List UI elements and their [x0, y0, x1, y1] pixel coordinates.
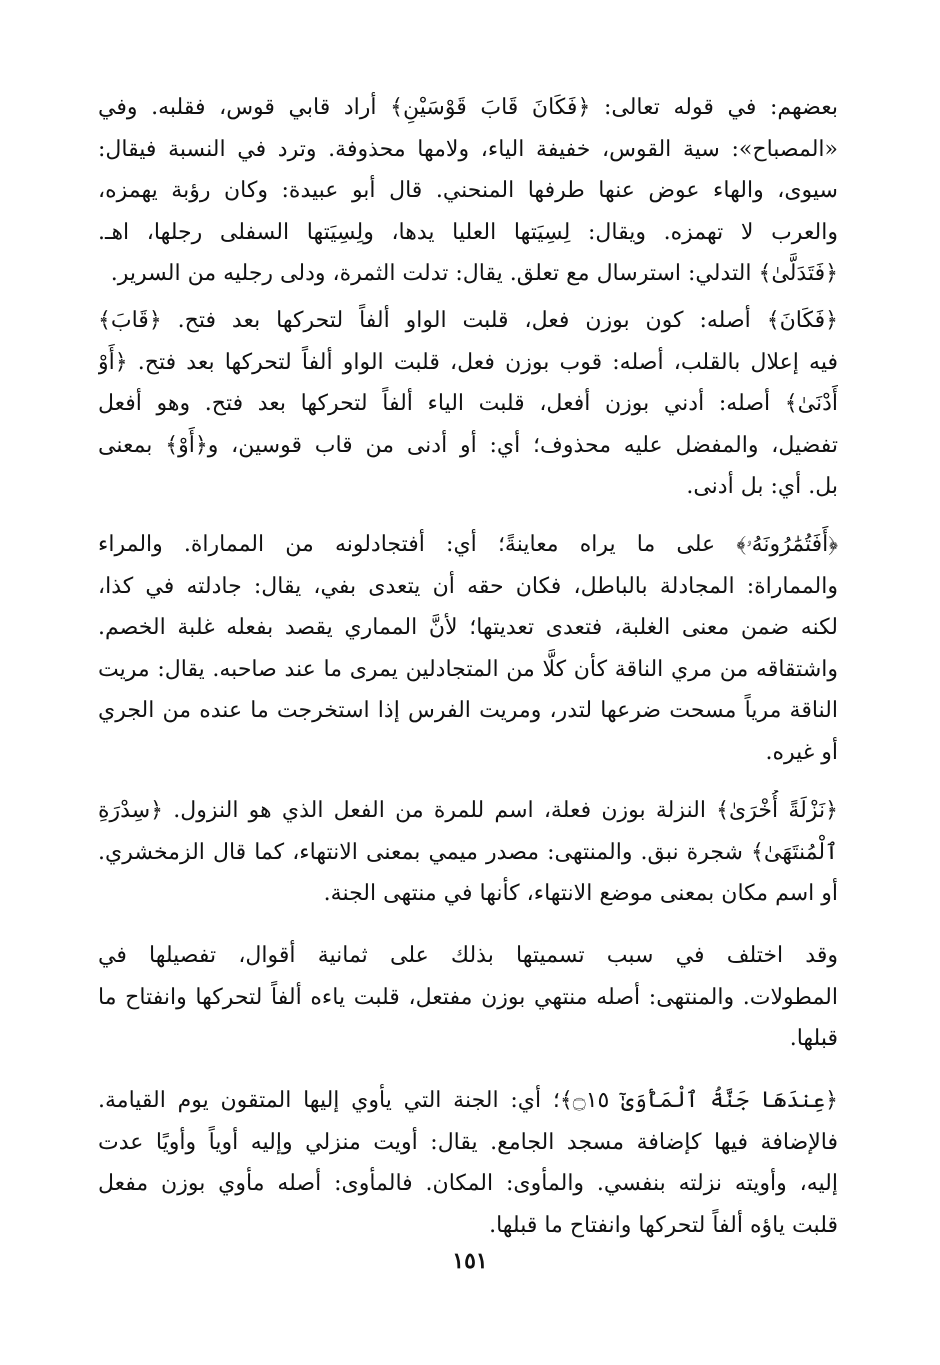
text-line: الناقة مرياً مسحت ضرعها لتدر، ومريت الفرس إذا استخرجت ما عنده من الجري	[98, 698, 838, 723]
text-line: قبلها.	[789, 1026, 838, 1051]
text-line: والعرب لا تهمزه. ويقال: لِسِيَتها العليا يدها، ولِسِيَتها السفلى رجلها، اهـ.	[98, 219, 838, 245]
text-line: لكنه ضمن معنى الغلبة، فتعدى تعديتها؛ لأنَّ المماري يقصد بفعله غلبة الخصم.	[98, 615, 838, 640]
text-line: بل. أي: بل أدنى.	[686, 474, 838, 499]
text-line: فيه إعلال بالقلب، أصله: قوب بوزن فعل، قلبت الواو ألفاً لتحركها بعد فتح. ﴿أَوْ	[98, 349, 838, 375]
text-line: قلبت ياؤه ألفاً لتحركها وانفتاح ما قبلها.	[489, 1212, 838, 1238]
paragraph-afatumarunahu	[98, 524, 838, 773]
text-line: ﴿فَتَدَلَّىٰ﴾ التدلي: استرسال مع تعلق. يقال: تدلت الثمرة، ودلى رجليه من السرير.	[110, 261, 838, 286]
paragraph-jannat-al-mawa	[98, 1080, 838, 1246]
text-line: بعضهم: في قوله تعالى: ﴿فَكَانَ قَابَ قَوْسَيْنِ﴾ أراد قابي قوس، فقلبه. وفي	[98, 95, 838, 120]
paragraph-fakana	[98, 300, 838, 508]
text-line: ٱلْمُنتَهَىٰ﴾ شجرة نبق. والمنتهى: مصدر ميمي بمعنى الانتهاء، كما قال الزمخشري.	[98, 839, 838, 865]
text-line: المطولات. والمنتهى: أصله منتهي بوزن مفتعل، قلبت ياءه ألفاً لتحركها وانفتاح ما	[98, 984, 838, 1010]
paragraph-naming-reasons	[98, 935, 838, 1060]
text-line: أو اسم مكان بمعنى موضع الانتهاء، كأنها في منتهى الجنة.	[323, 881, 838, 906]
text-line: ﴿أَفَتُمَٰرُونَهُۥ﴾ على ما يراه معاينةً؛ أي: أفتجادلونه من المماراة. والمراء	[98, 532, 838, 557]
paragraph-nazlatan-ukhra	[98, 790, 838, 915]
text-line: وقد اختلف في سبب تسميتها بذلك على ثمانية أقوال، تفصيلها في	[98, 943, 838, 968]
text-line: إليه، وأويته نزلته بنفسي. والمأوى: المكان. فالمأوى: أصله مأوي بوزن مفعل	[98, 1171, 838, 1196]
text-line: أَدْنَىٰ﴾ أصله: أدني بوزن أفعل، قلبت الياء ألفاً لتحركها بعد فتح. وهو أفعل	[98, 391, 838, 416]
text-line: تفضيل، والمفضل عليه محذوف؛ أي: أو أدنى من قاب قوسين، و﴿أَوْ﴾ بمعنى	[98, 432, 838, 458]
text-line: سيوى، والهاء عوض عنها طرفها المنحني. قال أبو عبيدة: وكان رؤبة يهمزه،	[98, 178, 838, 203]
text-line: ﴿عِندَهَا جَنَّةُ ٱلْمَأْوَىٰٓ ۝١٥﴾؛ أي: الجنة التي يأوي إليها المتقون يوم القيامة.	[98, 1088, 838, 1113]
page-number: ١٥١	[452, 1248, 488, 1274]
text-line: «المصباح»: سية القوس، خفيفة الياء، ولامها محذوفة. وترد في النسبة فيقال:	[98, 136, 838, 162]
paragraph-qab-qawsayn	[98, 87, 838, 295]
text-line: واشتقاقه من مري الناقة كأن كلًّا من المتجادلين يمرى ما عند صاحبه. يقال: مريت	[98, 656, 838, 682]
text-line: فالإضافة فيها كإضافة مسجد الجامع. يقال: أويت منزلي وإليه أوياً وأويًا عدت	[98, 1129, 838, 1155]
text-line: ﴿فَكَانَ﴾ أصله: كون بوزن فعل، قلبت الواو ألفاً لتحركها بعد فتح. ﴿قَابَ﴾	[98, 308, 838, 333]
text-line: والمماراة: المجادلة بالباطل، فكان حقه أن يتعدى بفي، يقال: جادلته في كذا،	[98, 573, 838, 599]
text-line: ﴿نَزْلَةً أُخْرَىٰ﴾ النزلة بوزن فعلة، اسم للمرة من الفعل الذي هو النزول. ﴿سِدْرَةِ	[98, 798, 838, 823]
text-line: أو غيره.	[765, 739, 838, 765]
